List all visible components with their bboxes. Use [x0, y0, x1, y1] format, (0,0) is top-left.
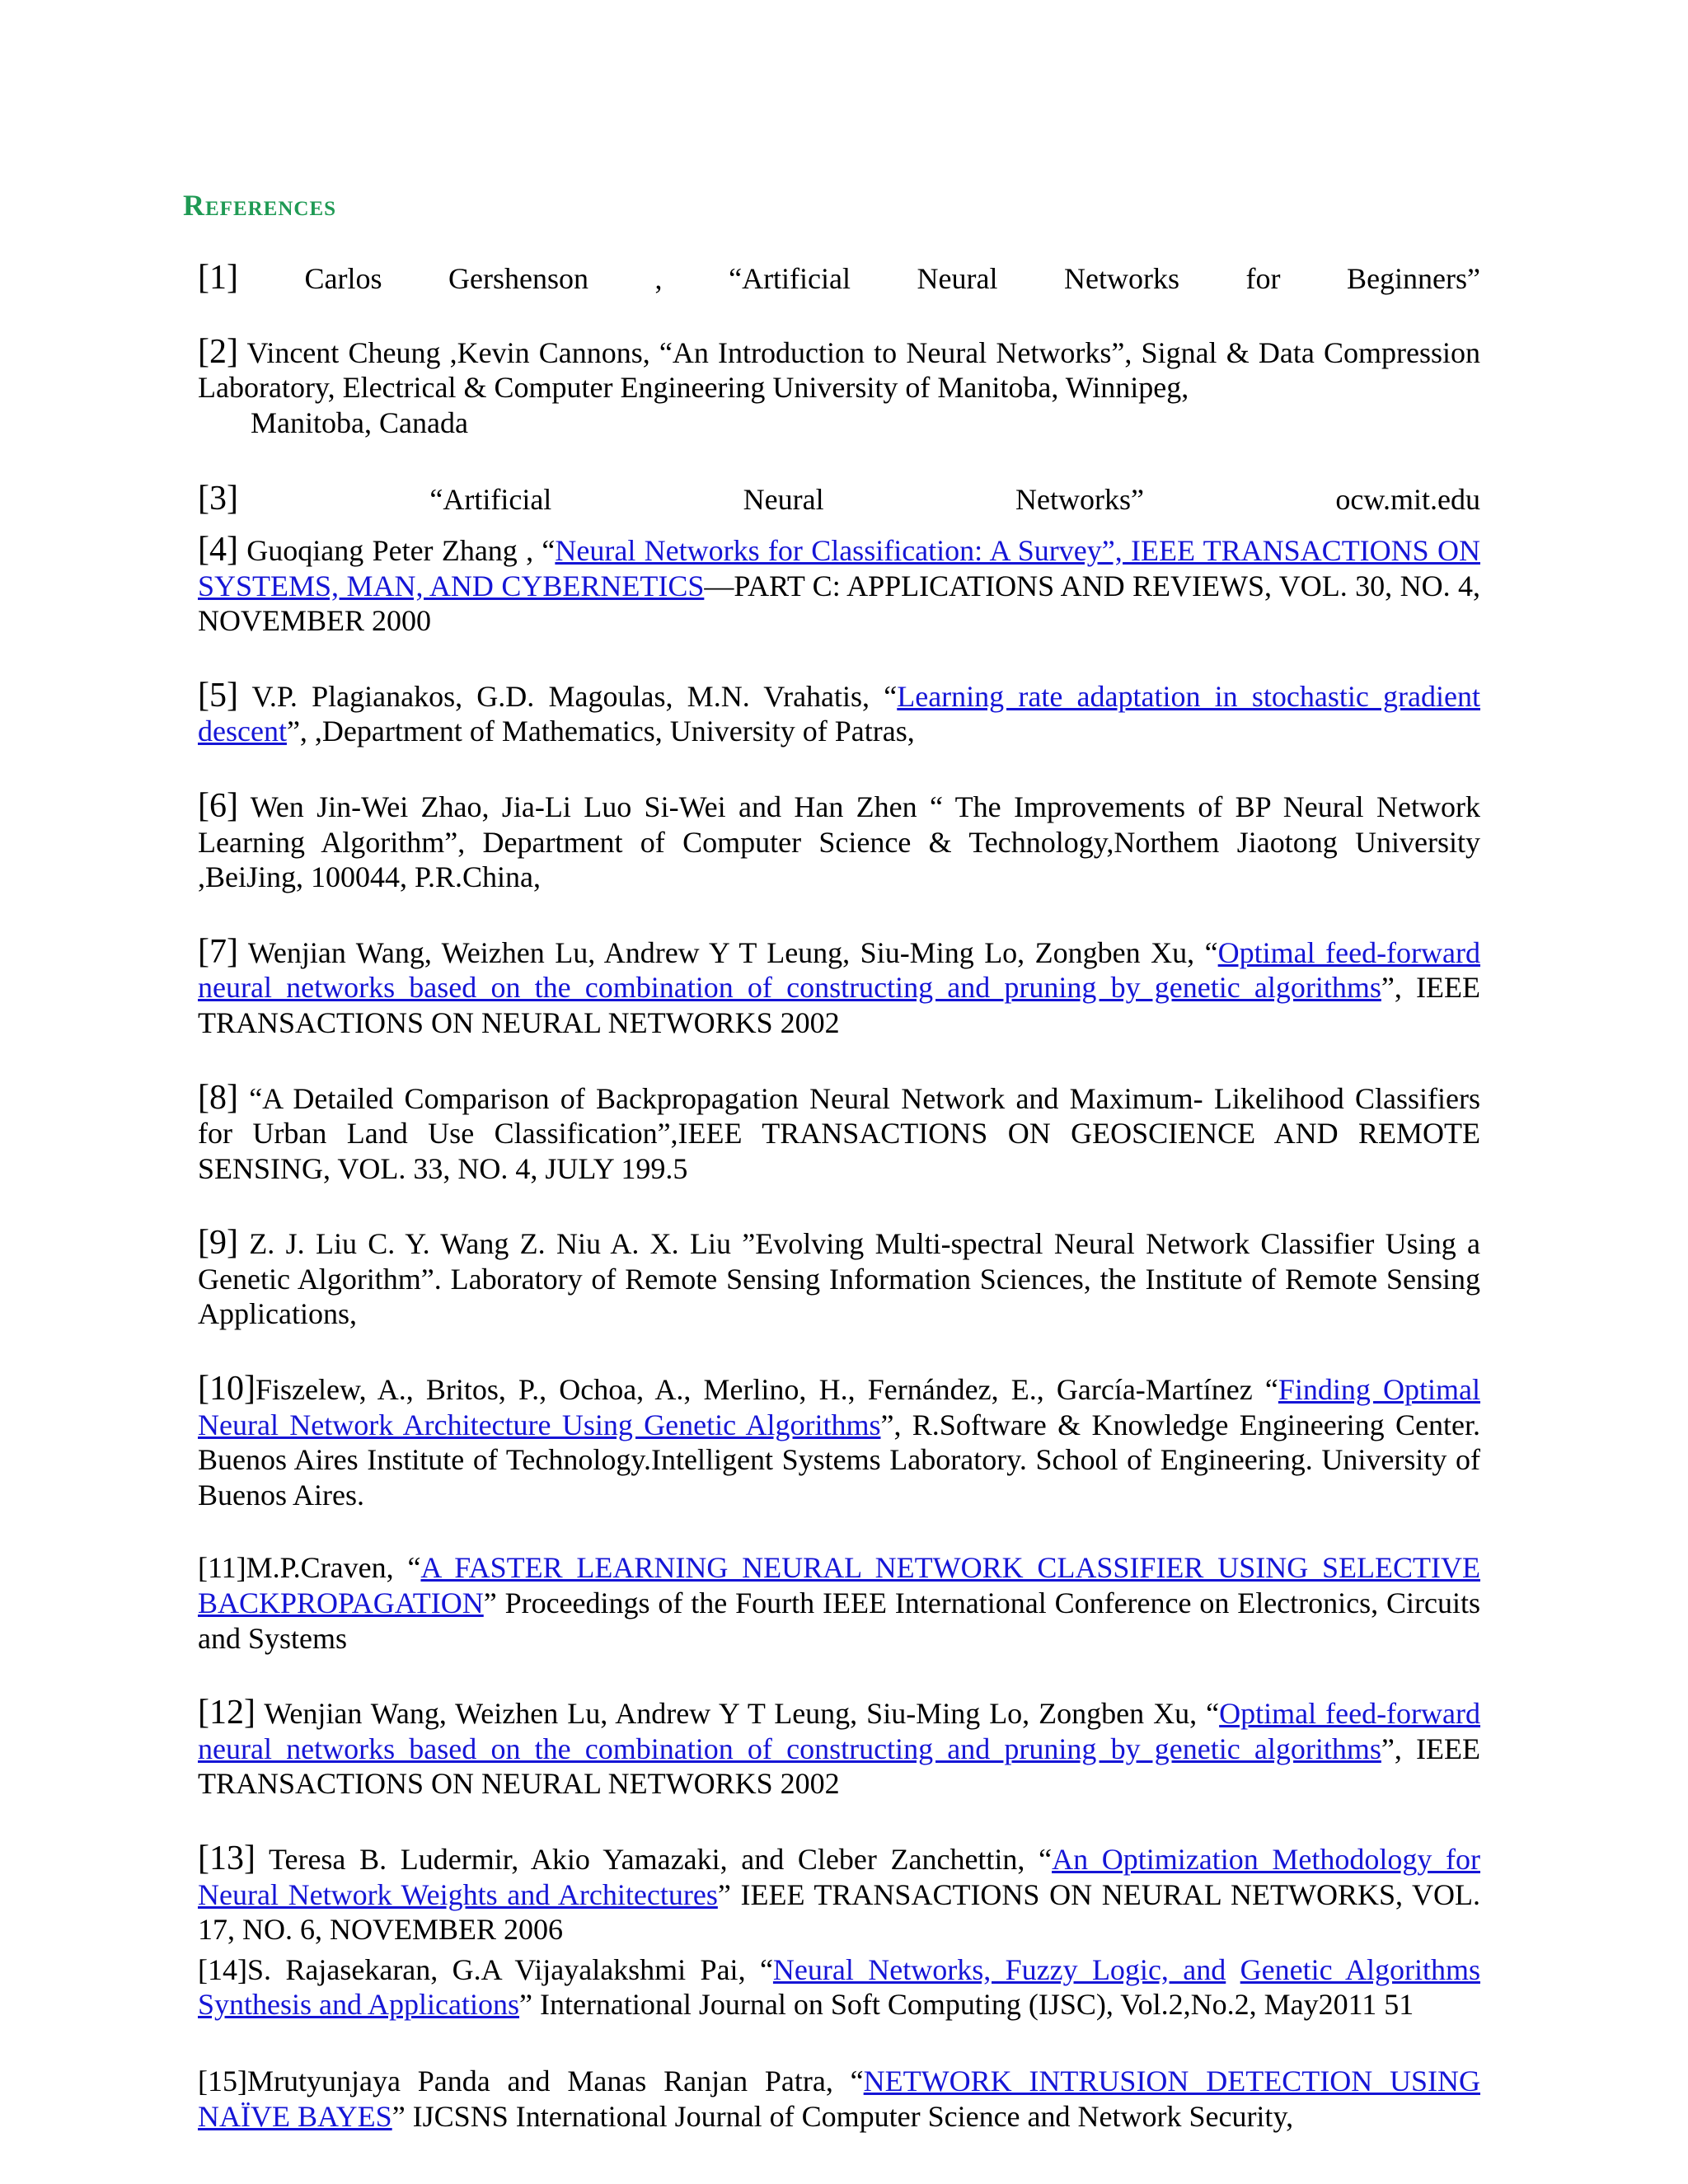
reference-link[interactable]: Finding Optimal Neural Network Architecture Using Genetic Algorithms [198, 1373, 1481, 1441]
reference-text: ”, R.Software & Knowledge Engineering Center. Buenos Aires Institute of Technology.Intelligent Systems Laboratory. School of Engineering. University of Buenos Aires. [198, 1408, 1480, 1511]
reference-number: [1] [198, 259, 238, 297]
reference-item [198, 332, 1480, 441]
reference-text: ”, IEEE TRANSACTIONS ON NEURAL NETWORKS 2002 [198, 1732, 1480, 1801]
reference-item [198, 1695, 1480, 1802]
reference-text: Mrutyunjaya Panda and Manas Ranjan Patra, “ [246, 2064, 864, 2097]
reference-text: V.P. Plagianakos, G.D. Magoulas, M.N. Vrahatis, “ [237, 679, 898, 713]
reference-text: “Artificial Neural Networks” ocw.mit.edu [237, 483, 1480, 517]
reference-text: ” IEEE TRANSACTIONS ON NEURAL NETWORKS, VOL. 17, NO. 6, NOVEMBER 2006 [198, 1877, 1481, 1947]
reference-text: Wenjian Wang, Weizhen Lu, Andrew Y T Leung, Siu-Ming Lo, Zongben Xu, “ [255, 1697, 1220, 1731]
reference-link[interactable]: NETWORK INTRUSION DETECTION USING NAÏVE BAYES [198, 2064, 1480, 2133]
reference-number: [6] [198, 786, 238, 825]
reference-item [198, 260, 1480, 297]
reference-item [198, 786, 1480, 895]
reference-text: ” IJCSNS International Journal of Computer Science and Network Security, [392, 2099, 1294, 2133]
reference-link[interactable]: Optimal feed-forward neural networks based on the combination of constructing and pruning by genetic algorithms [198, 1697, 1481, 1765]
reference-item [198, 1226, 1480, 1332]
reference-text: ”, IEEE TRANSACTIONS ON NEURAL NETWORKS 2002 [198, 971, 1480, 1039]
reference-number: [8] [198, 1078, 238, 1117]
reference-text: Carlos Gershenson , “Artificial Neural Networks for Beginners” [237, 262, 1480, 295]
reference-text: Teresa B. Ludermir, Akio Yamazaki, and Cleber Zanchettin, “ [255, 1843, 1053, 1876]
reference-number: [2] [198, 332, 238, 371]
reference-number: [9] [198, 1224, 238, 1263]
reference-text-continued: Manitoba, Canada [251, 405, 468, 439]
reference-item [198, 2064, 1480, 2134]
reference-number: [15] [198, 2064, 247, 2097]
reference-text: “A Detailed Comparison of Backpropagation Neural Network and Maximum- Likelihood Classifiers for Urban Land Use Classification”,IEEE TRANSACTIONS ON GEOSCIENCE AND REMOTE SENSING, VOL. 33, NO. 4, JULY 199.5 [198, 1081, 1480, 1185]
reference-item [198, 1550, 1480, 1656]
reference-link[interactable]: Optimal feed-forward neural networks based on the combination of constructing and pruning by genetic algorithms [198, 935, 1481, 1005]
reference-number: [7] [198, 932, 238, 971]
reference-item [198, 481, 1480, 518]
reference-text: Fiszelew, A., Britos, P., Ochoa, A., Merlino, H., Fernández, E., García-Martínez “ [255, 1373, 1278, 1407]
reference-text: M.P.Craven, “ [246, 1551, 421, 1585]
reference-text: Wenjian Wang, Weizhen Lu, Andrew Y T Leung, Siu-Ming Lo, Zongben Xu, “ [237, 935, 1218, 969]
reference-item [198, 1952, 1480, 2022]
reference-item [198, 678, 1480, 749]
reference-link[interactable]: Learning rate adaptation in stochastic gradient descent [198, 679, 1480, 748]
reference-number: [5] [198, 676, 238, 715]
reference-item [198, 1080, 1480, 1187]
reference-number: [11] [198, 1551, 246, 1585]
reference-link[interactable]: A FASTER LEARNING NEURAL NETWORK CLASSIFIER USING SELECTIVE BACKPROPAGATION [198, 1551, 1480, 1620]
reference-number: [4] [198, 530, 238, 569]
reference-text: S. Rajasekaran, G.A Vijayalakshmi Pai, “ [246, 1952, 773, 1986]
reference-number: [12] [198, 1694, 256, 1732]
reference-text: Wen Jin-Wei Zhao, Jia-Li Luo Si-Wei and Han Zhen “ The Improvements of BP Neural Network Learning Algorithm”, Department of Computer Science & Technology,Northem Jiaotong University ,BeiJing, 100044, P.R.China, [198, 790, 1480, 894]
reference-text: Z. J. Liu C. Y. Wang Z. Niu A. X. Liu ”Evolving Multi-spectral Neural Network Classifier Using a Genetic Algorithm”. Laboratory of Remote Sensing Information Sciences, the Institute of Remote Sensing Applications, [198, 1227, 1480, 1331]
reference-text: ” International Journal on Soft Computing (IJSC), Vol.2,No.2, May2011 51 [519, 1988, 1414, 2022]
reference-link[interactable]: Genetic Algorithms Synthesis and Applications [198, 1952, 1480, 2022]
reference-number: [3] [198, 480, 238, 518]
reference-number: [10] [198, 1370, 256, 1408]
reference-text: ” Proceedings of the Fourth IEEE International Conference on Electronics, Circuits and Systems [198, 1586, 1480, 1655]
reference-list [198, 260, 1480, 2134]
reference-number: [14] [198, 1952, 247, 1986]
reference-item [198, 1841, 1480, 1947]
references-heading: References [183, 189, 337, 222]
reference-text [1226, 1953, 1240, 1986]
reference-link[interactable]: Neural Networks for Classification: A Survey”, IEEE TRANSACTIONS ON SYSTEMS, MAN, AND CYBERNETICS [198, 533, 1480, 602]
reference-number: [13] [198, 1840, 256, 1877]
reference-item [198, 932, 1481, 1041]
reference-text: ”, ,Department of Mathematics, University of Patras, [286, 715, 915, 748]
reference-link[interactable]: An Optimization Methodology for Neural Network Weights and Architectures [198, 1843, 1481, 1911]
reference-text: Vincent Cheung ,Kevin Cannons, “An Introduction to Neural Networks”, Signal & Data Compression Laboratory, Electrical & Computer Engineering University of Manitoba, Winnipeg, [198, 335, 1480, 405]
reference-link[interactable]: Neural Networks, Fuzzy Logic, and [772, 1952, 1226, 1986]
reference-item [198, 1371, 1480, 1512]
reference-text: —PART C: APPLICATIONS AND REVIEWS, VOL. 30, NO. 4, NOVEMBER 2000 [198, 569, 1480, 638]
reference-item [198, 532, 1480, 639]
reference-text: Guoqiang Peter Zhang , “ [237, 533, 556, 567]
